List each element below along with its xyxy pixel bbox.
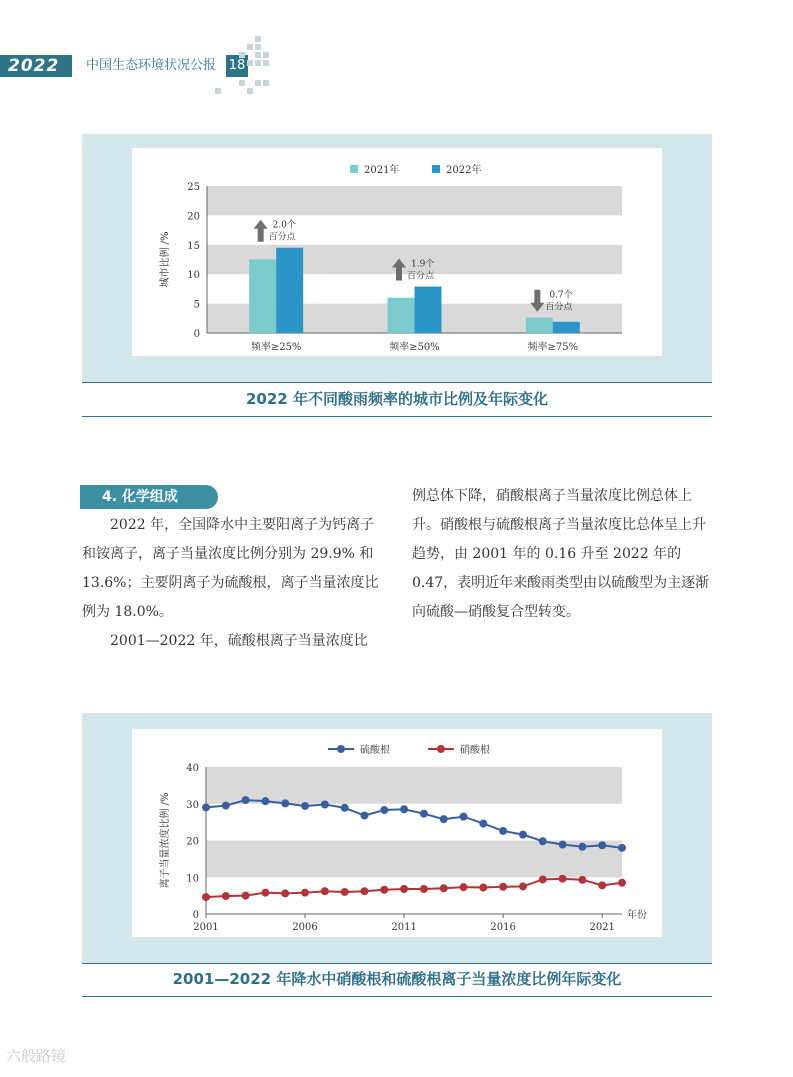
data-point: [202, 803, 210, 811]
figure1-chart-box: [132, 148, 662, 356]
data-point: [578, 876, 586, 884]
legend-marker: [437, 745, 445, 753]
data-point: [440, 884, 448, 892]
x-tick-label: 频率≥50%: [389, 342, 440, 353]
data-point: [281, 889, 289, 897]
legend-label: 2021年: [364, 165, 400, 176]
data-point: [261, 889, 269, 897]
bar-2021: [526, 318, 553, 333]
data-point: [479, 820, 487, 828]
figure2-caption: 2001—2022 年降水中硝酸根和硫酸根离子当量浓度比例年际变化: [172, 970, 622, 988]
y-tick-label: 30: [186, 799, 199, 811]
page-number: 18: [226, 55, 248, 77]
bar-2021: [388, 298, 415, 333]
y-tick-label: 5: [193, 299, 200, 311]
y-tick-label: 15: [187, 240, 200, 252]
data-point: [222, 802, 230, 810]
y-tick-label: 25: [187, 182, 200, 193]
data-point: [420, 810, 428, 818]
data-point: [460, 813, 468, 821]
annotation-text: 0.7个: [549, 290, 573, 301]
decorative-dots: [205, 36, 275, 96]
y-tick-label: 40: [186, 763, 199, 774]
figure2-rule-bottom: [82, 996, 712, 997]
up-arrow-icon: [254, 220, 268, 242]
y-tick-label: 20: [186, 836, 199, 848]
y-tick-label: 0: [192, 910, 199, 921]
figure1-rule-bottom: [82, 416, 712, 417]
data-point: [360, 812, 368, 820]
line-chart: [132, 729, 662, 937]
data-point: [400, 885, 408, 893]
bar-2021: [249, 260, 276, 334]
data-point: [440, 815, 448, 823]
data-point: [519, 831, 527, 839]
right-paragraph: 例总体下降，硝酸根离子当量浓度比例总体上升。硝酸根与硫酸根离子当量浓度比总体呈上升趋势，由 2001 年的 0.16 升至 2022 年的 0.47，表明近年来酸雨类型由以硫酸型为主逐渐向硫酸—硝酸复合型转变。: [412, 488, 710, 620]
x-tick-label: 2006: [292, 922, 318, 933]
data-point: [341, 804, 349, 812]
data-point: [539, 875, 547, 883]
data-point: [618, 844, 626, 852]
data-point: [321, 887, 329, 895]
legend-label: 2022年: [446, 165, 482, 176]
data-point: [559, 875, 567, 883]
x-tick-label: 2016: [490, 922, 516, 933]
data-point: [242, 796, 250, 804]
annotation-text: 百分点: [407, 271, 435, 282]
data-point: [479, 884, 487, 892]
bar-2022: [276, 248, 303, 333]
data-point: [499, 827, 507, 835]
y-axis-label: 离子当量浓度比例 /%: [160, 792, 171, 889]
figure1-rule-top: [82, 382, 712, 383]
grid-band: [207, 186, 622, 215]
y-tick-label: 10: [186, 873, 199, 885]
watermark: 六般路镜: [6, 1047, 67, 1065]
bar-2022: [415, 287, 442, 333]
data-point: [519, 882, 527, 890]
data-point: [559, 841, 567, 849]
x-tick-label: 2001: [193, 922, 219, 933]
annotation-text: 2.0个: [272, 220, 296, 231]
x-tick-label: 2021: [589, 922, 615, 933]
legend-label: 硫酸根: [360, 745, 390, 756]
data-point: [618, 879, 626, 887]
x-tick-label: 2011: [391, 922, 417, 933]
data-point: [539, 837, 547, 845]
data-point: [321, 800, 329, 808]
y-tick-label: 10: [187, 270, 200, 282]
data-point: [202, 893, 210, 901]
data-point: [301, 889, 309, 897]
data-point: [261, 797, 269, 805]
data-point: [301, 802, 309, 810]
figure2-chart-box: [132, 729, 662, 937]
legend-marker: [337, 745, 345, 753]
data-point: [242, 892, 250, 900]
left-paragraph-1: 2022 年，全国降水中主要阳离子为钙离子和铵离子，离子当量浓度比例分别为 29.9% 和 13.6%；主要阴离子为硫酸根，离子当量浓度比例为 18.0%。: [82, 517, 379, 620]
y-tick-label: 0: [193, 329, 200, 340]
data-point: [360, 887, 368, 895]
section-heading: 4. 化学组成: [80, 485, 218, 509]
x-tick-label: 频率≥25%: [250, 342, 302, 353]
annotation-text: 1.9个: [411, 259, 435, 270]
data-point: [460, 883, 468, 891]
data-point: [380, 886, 388, 894]
data-point: [380, 806, 388, 814]
bar-chart: [132, 148, 662, 356]
grid-band: [206, 767, 622, 804]
y-axis-label: 城市比例 /%: [160, 231, 171, 288]
data-point: [281, 799, 289, 807]
y-tick-label: 20: [187, 211, 200, 223]
x-axis-label: 年份: [627, 910, 647, 921]
header-title: 中国生态环境状况公报: [86, 58, 217, 73]
header-year: 2022: [8, 56, 60, 76]
data-point: [222, 892, 230, 900]
figure2-rule-top: [82, 963, 712, 964]
data-point: [598, 841, 606, 849]
bar-2022: [553, 322, 580, 333]
data-point: [598, 881, 606, 889]
left-paragraph-2: 2001—2022 年，硫酸根离子当量浓度比: [110, 633, 368, 649]
legend-swatch: [432, 165, 440, 173]
annotation-text: 百分点: [545, 302, 573, 313]
legend-label: 硝酸根: [460, 745, 490, 756]
data-point: [341, 888, 349, 896]
data-point: [400, 805, 408, 813]
legend-swatch: [350, 165, 358, 173]
figure1-caption: 2022 年不同酸雨频率的城市比例及年际变化: [246, 390, 548, 408]
data-point: [499, 883, 507, 891]
data-point: [578, 843, 586, 851]
x-tick-label: 频率≥75%: [527, 342, 579, 353]
annotation-text: 百分点: [268, 232, 296, 243]
data-point: [420, 885, 428, 893]
